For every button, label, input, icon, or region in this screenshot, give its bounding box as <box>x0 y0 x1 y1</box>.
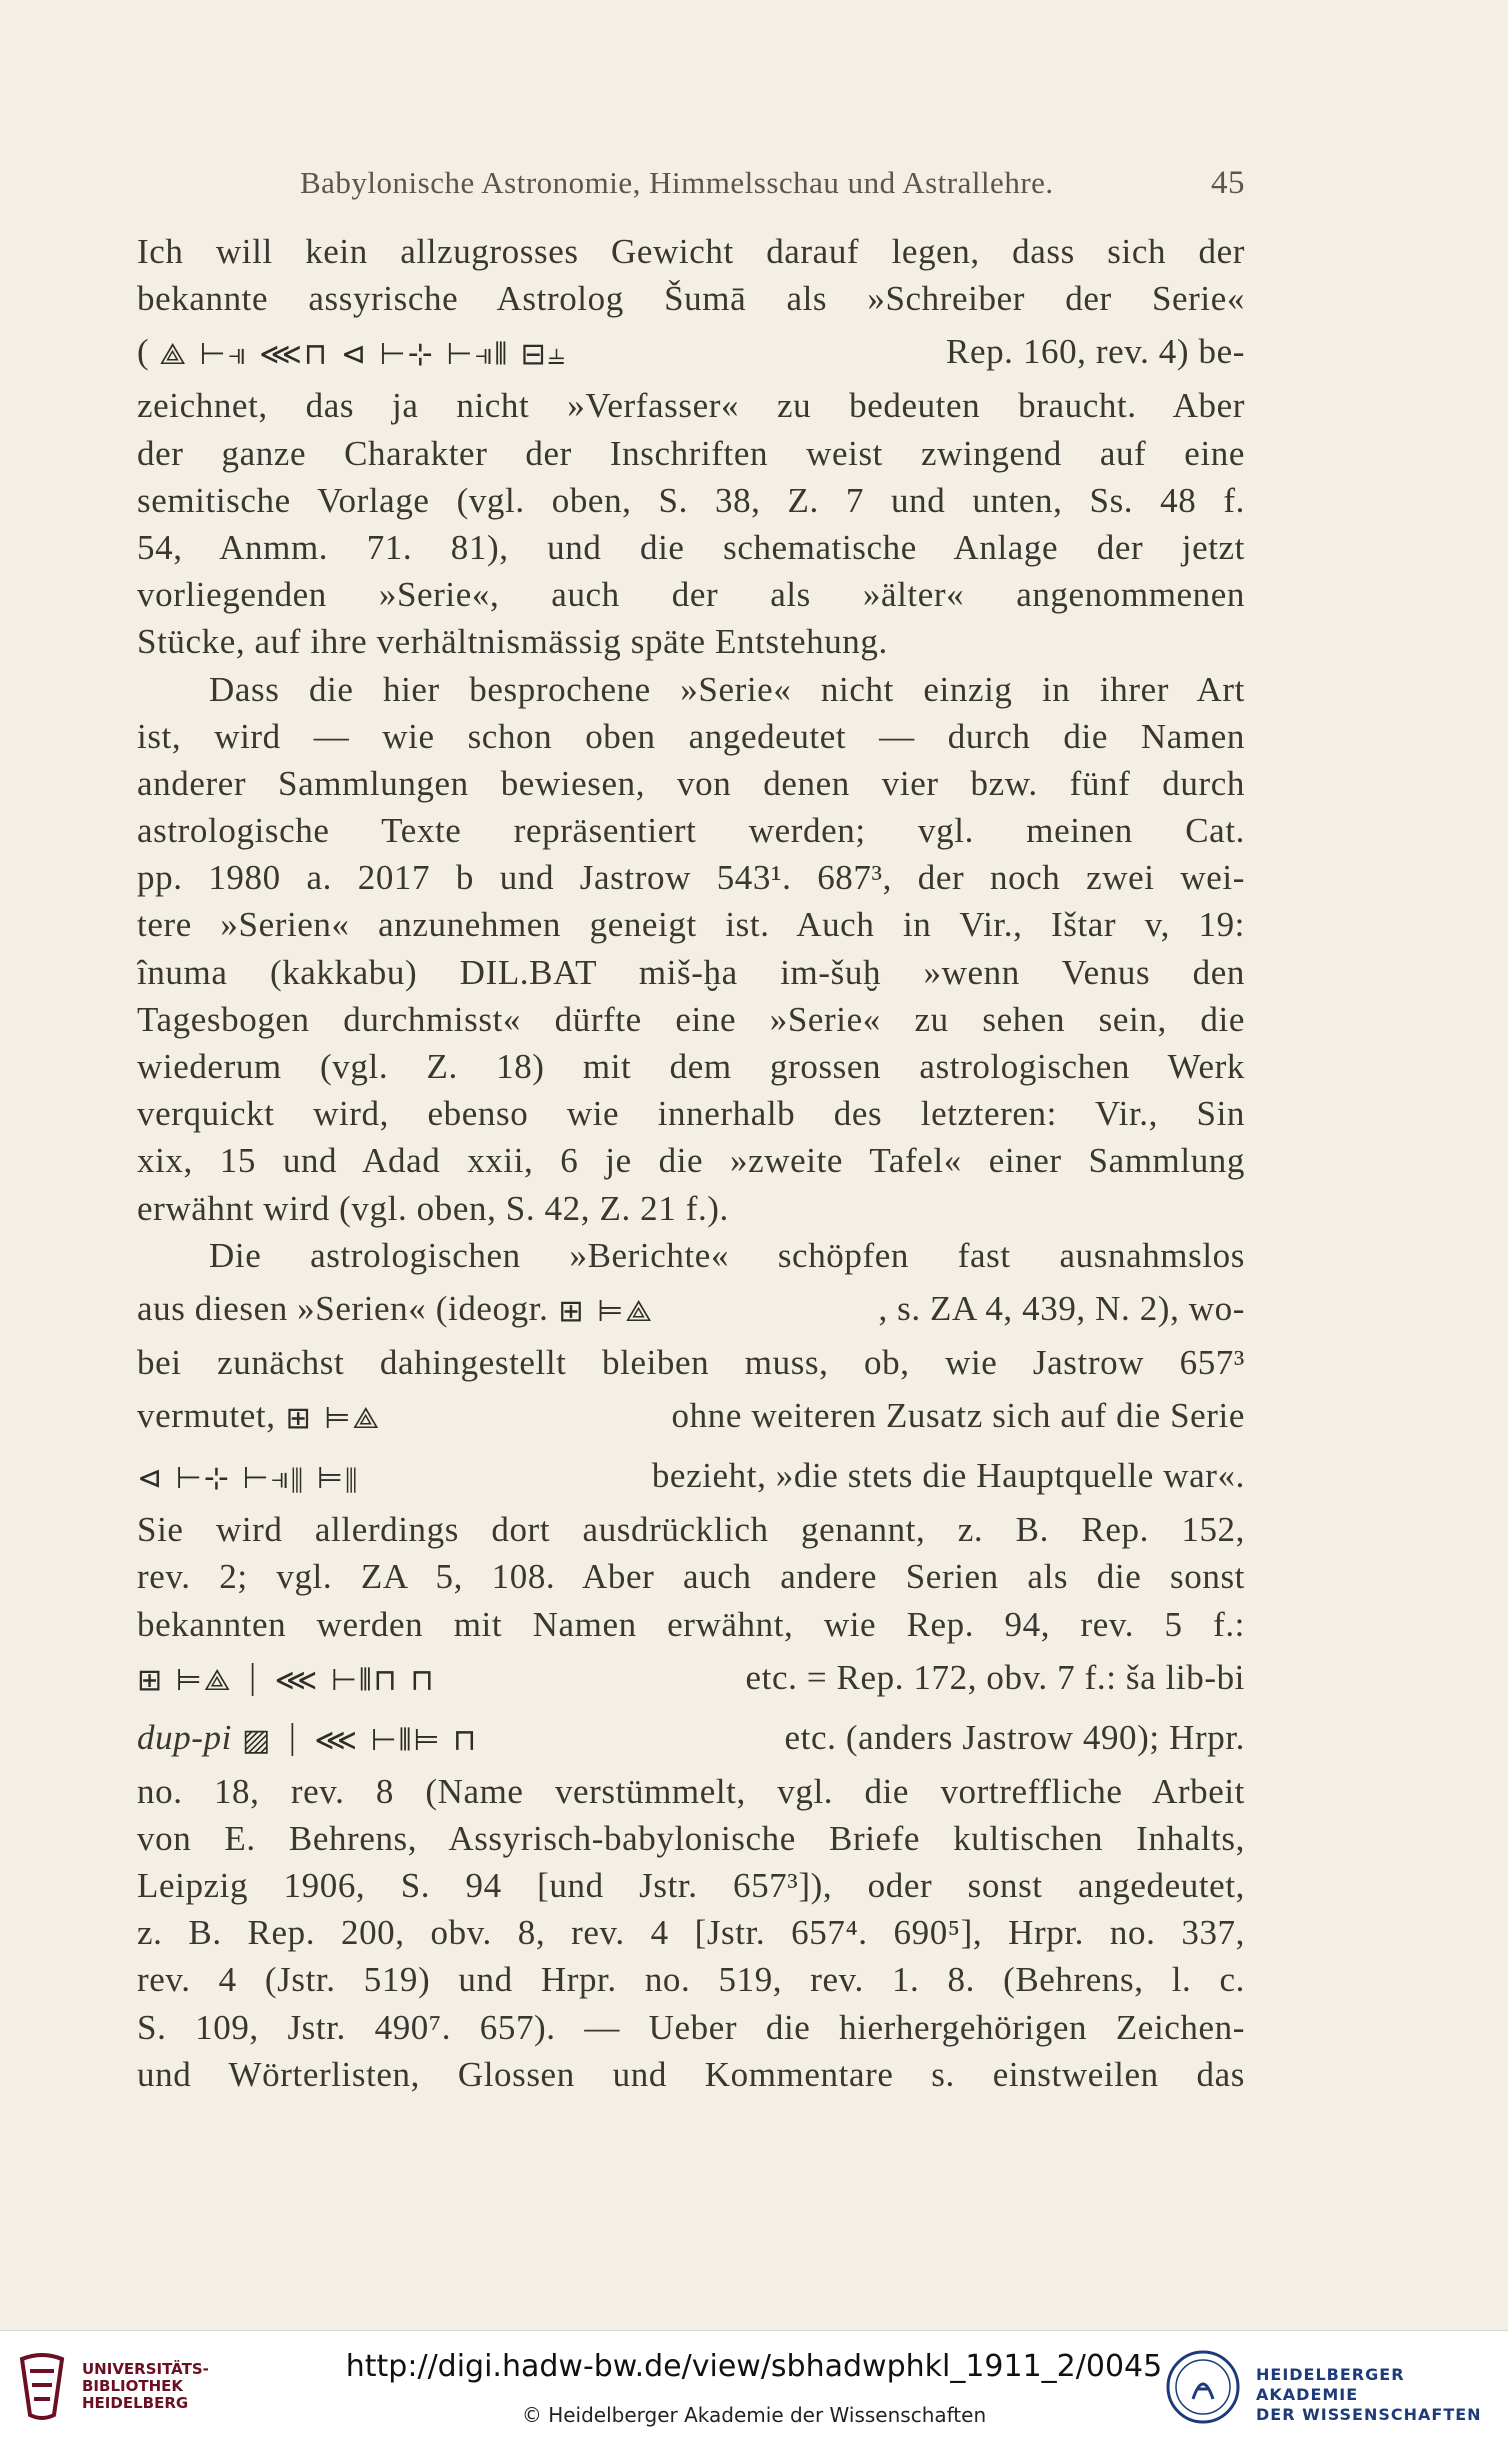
text-line: Ich will kein allzugrosses Gewicht darauf legen, dass sich der <box>137 232 1245 271</box>
text-line: 54, Anmm. 71. 81), und die schematische Anlage der jetzt <box>137 527 1245 567</box>
running-title: Babylonische Astronomie, Himmelsschau und Astrallehre. <box>300 165 1054 200</box>
text-fragment: vermutet, <box>137 1396 276 1436</box>
library-line: HEIDELBERG <box>82 2394 189 2412</box>
academy-line: HEIDELBERGER AKADEMIE <box>1256 2365 1405 2404</box>
text-line: S. 109, Jstr. 490⁷. 657). — Ueber die hierhergehörigen Zeichen- <box>137 2007 1245 2047</box>
academy-name <box>1256 2365 1508 2425</box>
text-line: înuma (kakkabu) DIL.BAT miš-ḫa im-šuḫ »wenn Venus den <box>137 952 1245 992</box>
text-line-with-cuneiform <box>137 1648 1245 1708</box>
text-line-with-cuneiform <box>137 1446 1245 1506</box>
text-fragment: bezieht, »die stets die Hauptquelle war«. <box>651 1456 1245 1496</box>
cuneiform-sign-group-icon: ⊞ ⊨⟁ <box>558 1293 654 1329</box>
text-line: verquickt wird, ebenso wie innerhalb des letzteren: Vir., Sin <box>137 1094 1245 1134</box>
text-line: rev. 4 (Jstr. 519) und Hrpr. no. 519, rev. 1. 8. (Behrens, l. c. <box>137 1960 1245 2000</box>
text-line: no. 18, rev. 8 (Name verstümmelt, vgl. die vortreffliche Arbeit <box>137 1771 1245 1811</box>
page-number: 45 <box>1211 165 1245 201</box>
text-line-with-cuneiform <box>137 1708 1245 1768</box>
text-line: astrologische Texte repräsentiert werden; vgl. meinen Cat. <box>137 811 1245 851</box>
text-line: rev. 2; vgl. ZA 5, 108. Aber auch andere Serien als die sonst <box>137 1557 1245 1597</box>
text-line: Sie wird allerdings dort ausdrücklich genannt, z. B. Rep. 152, <box>137 1510 1245 1550</box>
cuneiform-sign-group-icon: ▨ ⏐ ⋘ ⊢⫴⊨ ⊓ <box>241 1722 479 1758</box>
copyright-notice: © Heidelberger Akademie der Wissenschaften <box>521 2403 987 2427</box>
text-line: pp. 1980 a. 2017 b und Jastrow 543¹. 687³, der noch zwei wei- <box>137 858 1245 898</box>
text-fragment: etc. = Rep. 172, obv. 7 f.: ša lib-bi <box>745 1657 1245 1697</box>
text-line: Stücke, auf ihre verhältnismässig späte Entstehung. <box>137 622 888 662</box>
academy-seal-icon <box>1165 2349 1241 2425</box>
text-line: vorliegenden »Serie«, auch der als »älter« angenommenen <box>137 575 1245 615</box>
text-line: bei zunächst dahingestellt bleiben muss, ob, wie Jastrow 657³ <box>137 1342 1245 1382</box>
library-line: UNIVERSITÄTS- <box>82 2360 209 2378</box>
text-line: bekannten werden mit Namen erwähnt, wie Rep. 94, rev. 5 f.: <box>137 1604 1245 1644</box>
cuneiform-sign-group-icon: ⊞ ⊨⟁ ⏐ ⋘ ⊢⫴⊓ ⊓ <box>137 1662 436 1698</box>
text-line-with-cuneiform <box>137 1386 1245 1446</box>
cuneiform-sign-group-icon: ⊞ ⊨⟁ <box>285 1401 382 1437</box>
paren: ( <box>137 332 150 372</box>
text-fragment: ohne weiteren Zusatz sich auf die Serie <box>671 1396 1245 1436</box>
cuneiform-sign-group-icon: ⟁ ⊢⫣ ⋘⊓ ⊲ ⊢⊹ ⊢⫣⫴ ⊟⫨ <box>159 337 567 373</box>
text-line: semitische Vorlage (vgl. oben, S. 38, Z. 7 und unten, Ss. 48 f. <box>137 480 1245 520</box>
text-line: erwähnt wird (vgl. oben, S. 42, Z. 21 f.). <box>137 1188 729 1228</box>
text-fragment: etc. (anders Jastrow 490); Hrpr. <box>784 1717 1245 1757</box>
text-line: von E. Behrens, Assyrisch-babylonische Briefe kultischen Inhalts, <box>137 1818 1245 1858</box>
text-line: ist, wird — wie schon oben angedeutet — durch die Namen <box>137 716 1245 756</box>
text-line-with-cuneiform <box>137 1279 1245 1339</box>
text-line: Leipzig 1906, S. 94 [und Jstr. 657³]), oder sonst angedeutet, <box>137 1866 1245 1906</box>
text-fragment: aus diesen »Serien« (ideogr. <box>137 1288 549 1328</box>
text-line: anderer Sammlungen bewiesen, von denen vier bzw. fünf durch <box>137 763 1245 803</box>
text-line: und Wörterlisten, Glossen und Kommentare s. einstweilen das <box>137 2054 1245 2094</box>
viewer-footer <box>0 2330 1508 2444</box>
university-library-logo-icon <box>14 2351 70 2423</box>
text-line: der ganze Charakter der Inschriften weist zwingend auf eine <box>137 433 1245 473</box>
body-text <box>137 228 1245 2098</box>
cuneiform-sign-group-icon: ⊲ ⊢⊹ ⊢⫣⫴ ⊨⫴ <box>137 1461 360 1497</box>
text-fragment: dup-pi <box>137 1717 232 1757</box>
library-line: BIBLIOTHEK <box>82 2377 183 2395</box>
text-line: bekannte assyrische Astrolog Šumā als »Schreiber der Serie« <box>137 279 1245 319</box>
permalink-url[interactable]: http://digi.hadw-bw.de/view/sbhadwphkl_1911_2/0045 <box>345 2349 1163 2384</box>
text-line: tere »Serien« anzunehmen geneigt ist. Auch in Vir., Ištar v, 19: <box>137 905 1245 945</box>
text-line: zeichnet, das ja nicht »Verfasser« zu bedeuten braucht. Aber <box>137 386 1245 426</box>
text-fragment: , s. ZA 4, 439, N. 2), wo- <box>878 1288 1245 1328</box>
text-fragment: Rep. 160, rev. 4) be- <box>946 332 1245 372</box>
text-line: z. B. Rep. 200, obv. 8, rev. 4 [Jstr. 657⁴. 690⁵], Hrpr. no. 337, <box>137 1913 1245 1953</box>
running-header <box>300 165 1245 201</box>
academy-line: DER WISSENSCHAFTEN <box>1256 2405 1482 2424</box>
text-line: Tagesbogen durchmisst« dürfte eine »Serie« zu sehen sein, die <box>137 999 1245 1039</box>
text-line: Dass die hier besprochene »Serie« nicht einzig in ihrer Art <box>209 669 1245 709</box>
university-library-name <box>82 2361 209 2412</box>
text-line: Die astrologischen »Berichte« schöpfen fast ausnahmslos <box>209 1235 1245 1275</box>
text-line: wiederum (vgl. Z. 18) mit dem grossen astrologischen Werk <box>137 1047 1245 1086</box>
text-line: xix, 15 und Adad xxii, 6 je die »zweite Tafel« einer Sammlung <box>137 1141 1245 1181</box>
text-line-with-cuneiform <box>137 322 1245 382</box>
